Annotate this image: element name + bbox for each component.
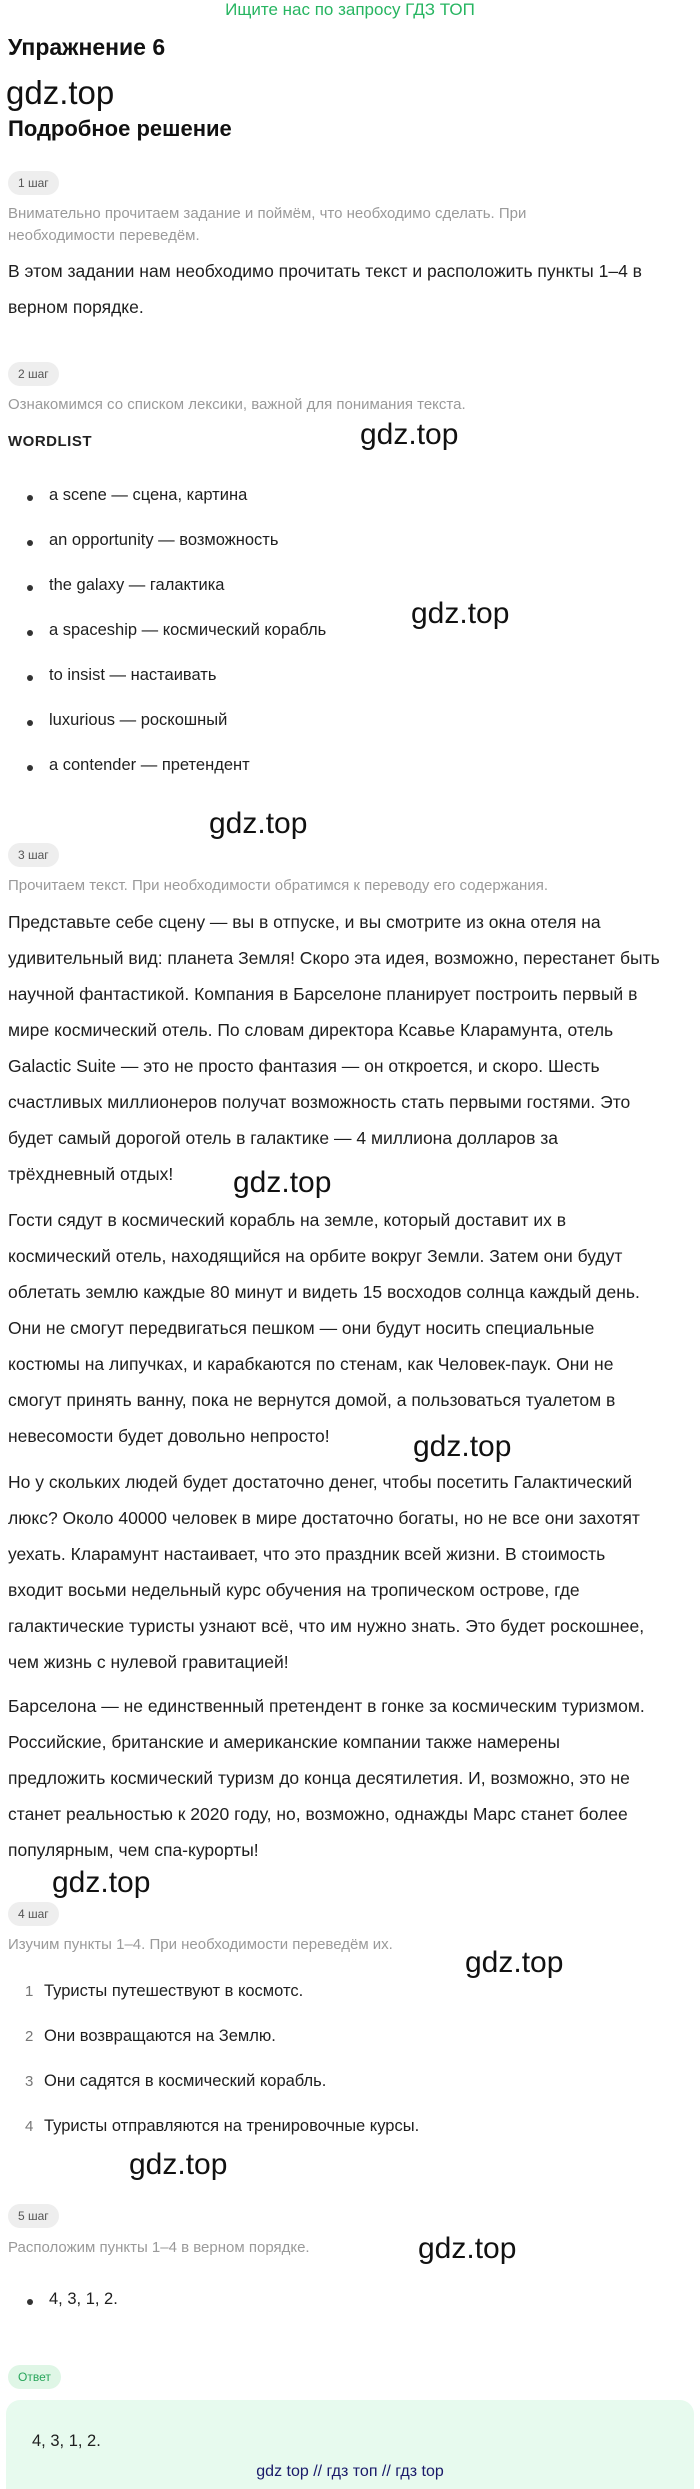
paragraph-line: входит восьми недельный курс обучения на тропическом острове, где <box>8 1580 580 1600</box>
watermark: gdz.top <box>465 1946 564 1979</box>
step-1-text-line: В этом задании нам необходимо прочитать текст и расположить пункты 1–4 в <box>8 261 642 281</box>
numbered-item: Туристы отправляются на тренировочные курсы. <box>44 2117 420 2135</box>
bullet <box>27 2299 33 2305</box>
word-item: to insist — настаивать <box>49 666 217 684</box>
numbered-item: Они садятся в космический корабль. <box>44 2072 327 2090</box>
word-item: luxurious — роскошный <box>49 711 228 729</box>
paragraph-line: люкс? Около 40000 человек в мире достаточно богаты, но не все они захотят <box>8 1508 640 1528</box>
bullet <box>27 495 33 501</box>
watermark: gdz.top <box>233 1166 332 1199</box>
paragraph-line: невесомости будет довольно непросто! <box>8 1426 330 1446</box>
answer-text: 4, 3, 1, 2. <box>32 2432 101 2450</box>
paragraph-line: космический отель, находящийся на орбите вокруг Земли. Затем они будут <box>8 1246 623 1266</box>
step-1-hint-line: необходимости переведём. <box>8 227 200 244</box>
numbered-item: Они возвращаются на Землю. <box>44 2027 276 2045</box>
word-item: a contender — претендент <box>49 756 250 774</box>
step-1-chip: 1 шаг <box>8 171 59 195</box>
paragraph-line: чем жизнь с нулевой гравитацией! <box>8 1652 289 1672</box>
watermark: gdz.top <box>418 2232 517 2265</box>
watermark: gdz.top <box>413 1430 512 1463</box>
step-3-chip: 3 шаг <box>8 843 59 867</box>
step-5-hint: Расположим пункты 1–4 в верном порядке. <box>8 2239 310 2256</box>
step-5-result: 4, 3, 1, 2. <box>49 2290 118 2308</box>
paragraph-line: счастливых миллионеров получат возможность стать первыми гостями. Это <box>8 1092 631 1112</box>
watermark: gdz.top <box>129 2148 228 2181</box>
paragraph-line: предложить космический туризм до конца десятилетия. И, возможно, это не <box>8 1768 630 1788</box>
step-1-hint-line: Внимательно прочитаем задание и поймём, что необходимо сделать. При <box>8 205 527 222</box>
paragraph-line: Но у скольких людей будет достаточно денег, чтобы посетить Галактический <box>8 1472 633 1492</box>
paragraph-line: смогут принять ванну, пока не вернутся домой, а пользоваться туалетом в <box>8 1390 616 1410</box>
paragraph-line: Galactic Suite — это не просто фантазия — он откроется, и скоро. Шесть <box>8 1056 600 1076</box>
numbered-item: Туристы путешествуют в космотс. <box>44 1982 304 2000</box>
paragraph-line: Представьте себе сцену — вы в отпуске, и вы смотрите из окна отеля на <box>8 912 601 932</box>
paragraph-line: уехать. Кларамунт настаивает, что это праздник всей жизни. В стоимость <box>8 1544 606 1564</box>
site-logo: gdz.top <box>6 74 115 111</box>
word-item: the galaxy — галактика <box>49 576 225 594</box>
wordlist-title: WORDLIST <box>8 433 92 450</box>
answer-chip: Ответ <box>8 2365 61 2389</box>
paragraph-line: трёхдневный отдых! <box>8 1164 174 1184</box>
exercise-title: Упражнение 6 <box>8 34 166 60</box>
bullet <box>27 630 33 636</box>
item-number: 1 <box>25 1983 34 2000</box>
paragraph-line: станет реальностью к 2020 году, но, возможно, однажды Марс станет более <box>8 1804 628 1824</box>
step-4-chip: 4 шаг <box>8 1902 59 1926</box>
bullet <box>27 720 33 726</box>
paragraph-line: Гости сядут в космический корабль на земле, который доставит их в <box>8 1210 567 1230</box>
item-number: 3 <box>25 2073 34 2090</box>
word-item: a spaceship — космический корабль <box>49 621 327 639</box>
step-2-chip: 2 шаг <box>8 362 59 386</box>
paragraph-line: научной фантастикой. Компания в Барселоне планирует построить первый в <box>8 984 638 1004</box>
watermark: gdz.top <box>411 597 510 630</box>
watermark: gdz.top <box>52 1866 151 1899</box>
paragraph-line: будет самый дорогой отель в галактике — 4 миллиона долларов за <box>8 1128 559 1148</box>
bullet <box>27 765 33 771</box>
solution-title: Подробное решение <box>8 116 232 141</box>
item-number: 2 <box>25 2028 34 2045</box>
footer-links[interactable]: gdz top // гдз топ // гдз top <box>256 2463 444 2480</box>
paragraph-line: удивительный вид: планета Земля! Скоро эта идея, возможно, перестанет быть <box>8 948 660 968</box>
bullet <box>27 675 33 681</box>
item-number: 4 <box>25 2118 34 2135</box>
step-2-hint: Ознакомимся со списком лексики, важной для понимания текста. <box>8 396 466 413</box>
step-4-hint: Изучим пункты 1–4. При необходимости переведём их. <box>8 1936 393 1953</box>
paragraph-line: облетать землю каждые 80 минут и видеть 15 восходов солнца каждый день. <box>8 1282 640 1302</box>
word-item: an opportunity — возможность <box>49 531 279 549</box>
paragraph-line: Барселона — не единственный претендент в гонке за космическим туризмом. <box>8 1696 645 1716</box>
paragraph-line: галактические туристы узнают всё, что им нужно знать. Это будет роскошнее, <box>8 1616 645 1636</box>
bullet <box>27 585 33 591</box>
paragraph-line: костюмы на липучках, и карабкаются по стенам, как Человек-паук. Они не <box>8 1354 614 1374</box>
step-1-text-line: верном порядке. <box>8 297 144 317</box>
bullet <box>27 540 33 546</box>
word-item: a scene — сцена, картина <box>49 486 248 504</box>
paragraph-line: популярным, чем спа-курорты! <box>8 1840 259 1860</box>
paragraph-line: Они не смогут передвигаться пешком — они будут носить специальные <box>8 1318 595 1338</box>
paragraph-line: Российские, британские и американские компании также намерены <box>8 1732 560 1752</box>
paragraph-line: мире космический отель. По словам директора Ксавье Кларамунта, отель <box>8 1020 614 1040</box>
step-5-chip: 5 шаг <box>8 2204 59 2228</box>
watermark: gdz.top <box>360 418 459 451</box>
watermark: gdz.top <box>209 807 308 840</box>
search-banner: Ищите нас по запросу ГДЗ ТОП <box>225 0 475 19</box>
step-3-hint: Прочитаем текст. При необходимости обратимся к переводу его содержания. <box>8 877 548 894</box>
